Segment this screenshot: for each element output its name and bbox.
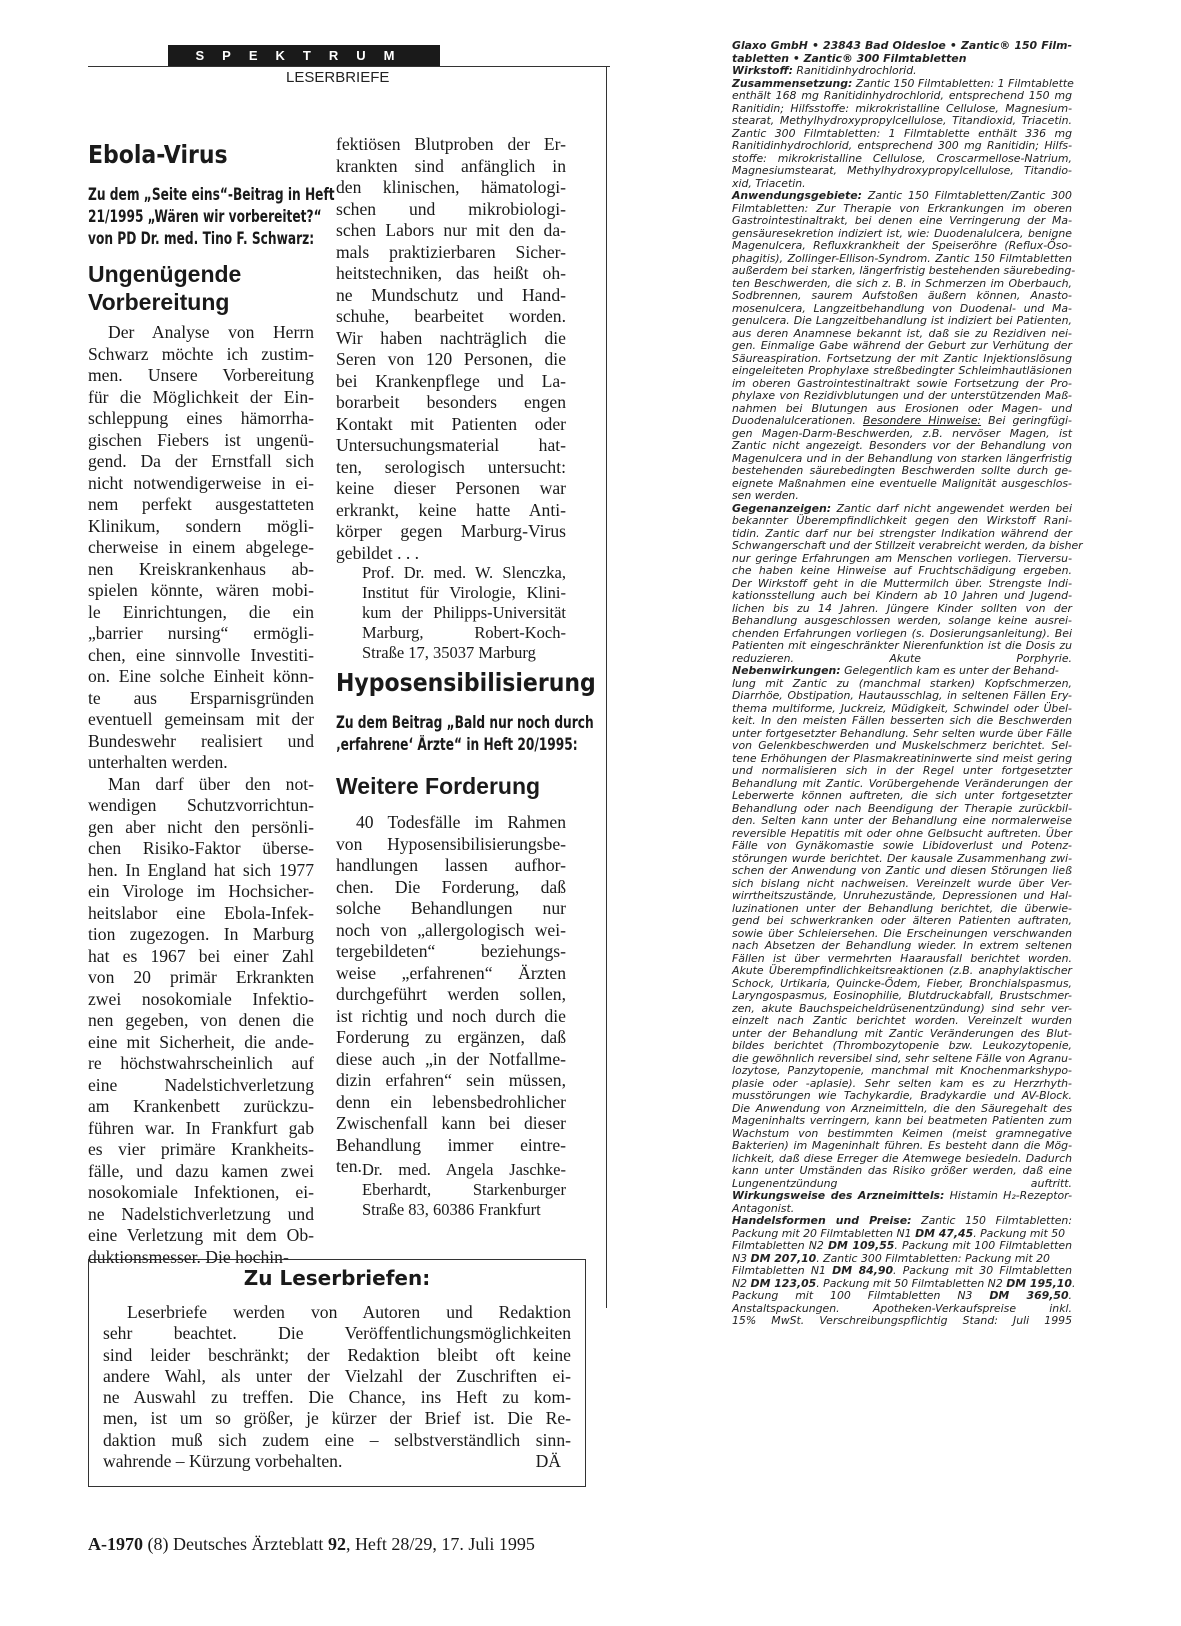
text-line: von 20 primär Erkrankten: [88, 967, 314, 987]
drug-info-line: Behandlung oder nach Beendigung der Therapie zurückbil-: [732, 801, 1072, 815]
drug-info-line: von Gelenkbeschwerden und Muskelschmerz berichtet. Sel-: [732, 739, 1072, 752]
drug-info-line: Anstaltspackungen. Apotheken-Verkaufspreise inkl.: [732, 1301, 1072, 1315]
drug-info-line: die gewöhnlich reversibel sind, sehr seltene Fälle von Agranu-: [732, 1051, 1072, 1065]
notice-line: sind leider beschränkt; der Redaktion bleibt oft keine: [103, 1344, 571, 1365]
footer-issue: , Heft 28/29, 17. Juli 1995: [345, 1534, 535, 1554]
notice-line: Leserbriefe werden von Autoren und Redaktion: [127, 1302, 571, 1322]
text-line: eine Verletzung mit dem Ob-: [88, 1225, 314, 1245]
text-line: wendigen Schutzvorrichtun-: [88, 795, 314, 815]
drug-info-line: Ranitidinhydrochlorid, entsprechend 300 mg Ranitidin; Hilfs-: [732, 139, 1072, 152]
drug-info-line: Packung mit 20 Filmtabletten N1 DM 47,45. Packung mit 50: [732, 1226, 1066, 1240]
intro-line: ‚erfahrene‘ Ärzte“ in Heft 20/1995:: [336, 735, 578, 754]
text-line: gebildet . . .: [336, 542, 420, 563]
drug-info-line: außerdem bei starken, längerfristig bestehenden säurebeding-: [732, 264, 1076, 277]
drug-info-line: reduzieren. Akute Porphyrie.: [732, 651, 1072, 665]
letter2-subtitle: Weitere Forderung: [336, 773, 541, 799]
drug-info-line: stearat, Methylhydroxypropylcellulose, Titandioxid, Triacetin.: [732, 114, 1072, 127]
text-line: führen war. In Frankfurt gab: [88, 1117, 314, 1138]
drug-info-line: lichen bis zu 14 Jahren. Jüngere Kinder sollten von der: [732, 601, 1072, 615]
text-line: te aus Ersparnisgründen: [88, 687, 314, 708]
letter2-signature: [362, 1160, 566, 1220]
drug-info-line: nahmen bei Blutungen aus Erosionen oder Magen- und: [732, 401, 1072, 415]
text-line: handlungen lassen aufhor-: [336, 855, 566, 875]
letter2-body: [336, 812, 566, 1178]
drug-info-line: Fällen ist über vermehrten Haarausfall berichtet worden.: [732, 951, 1072, 965]
drug-info-line: Antagonist.: [732, 1201, 795, 1215]
drug-info-line: sowie über Schleiersehen. Die Erscheinungen verschwanden: [732, 926, 1072, 940]
drug-info-line: mosenulcera, Langzeitbehandlung von Duodenal- und Ma-: [732, 301, 1072, 315]
text-line: nicht notwendigerweise in ei-: [88, 472, 314, 493]
drug-info-line: Wachstum von bestimmten Keimen (meist gramnegative: [732, 1126, 1072, 1140]
text-line: fälle, und dazu kamen zwei: [88, 1160, 314, 1181]
text-line: für die Möglichkeit der Ein-: [88, 386, 314, 407]
text-line: chen. Die Forderung, daß: [336, 876, 566, 897]
drug-info-line: aus deren Anamnese bekannt ist, daß sie zu Rezidiven nei-: [732, 326, 1072, 340]
notice-line: andere Wahl, als unter der Vielzahl der Zuschriften ei-: [103, 1365, 571, 1386]
section-header: SPEKTRUM: [168, 45, 440, 67]
drug-information-column: [732, 39, 1083, 1328]
drug-info-line: bestehenden säurebedingten Beschwerden sollte durch ge-: [732, 464, 1072, 477]
text-line: borarbeit besonders engen: [336, 392, 566, 412]
drug-info-line: Akute Überempfindlichkeitsreaktionen (z.B. anaphylaktischer: [732, 964, 1072, 977]
text-line: le Einrichtungen, die ein: [88, 601, 314, 622]
drug-info-line: xid, Triacetin.: [732, 176, 806, 190]
drug-info-line: Zantic nicht angezeigt. Besonders vor der Behandlung von: [732, 439, 1072, 452]
intro-line: Zu dem Beitrag „Bald nur noch durch: [336, 713, 594, 732]
drug-info-line: Sodbrennen, saurem Aufstoßen äußern können, Anasto-: [732, 289, 1072, 302]
drug-info-line: enthält 168 mg Ranitidinhydrochlorid, entsprechend 150 mg: [732, 89, 1072, 102]
text-line: heitstechniken, das heißt oh-: [336, 263, 566, 283]
text-line: Seren von 120 Personen, die: [336, 349, 566, 369]
text-line: weise „erfahrenen“ Ärzten: [336, 962, 566, 983]
text-line: duktionsmesser. Die hochin-: [88, 1246, 289, 1267]
drug-info-line: Wirkstoff: Ranitidinhydrochlorid.: [732, 64, 917, 77]
text-line: ne Mundschutz und Hand-: [336, 284, 566, 305]
drug-info-line: Lungenentzündung auftritt.: [732, 1176, 1072, 1190]
drug-info-line: lichkeit, daß diese Erreger die Atemwege besiedeln. Dadurch: [732, 1151, 1072, 1165]
text-line: nen gegeben, von denen die: [88, 1010, 314, 1030]
drug-info-line: Der Wirkstoff geht in die Muttermilch über. Strengste Indi-: [732, 576, 1072, 590]
text-line: Straße 83, 60386 Frankfurt: [362, 1200, 541, 1219]
drug-info-line: ten Beschwerden, die sich z. B. in Schmerzen im Oberbauch,: [732, 276, 1072, 290]
notice-line: men, ist um so größer, je kürzer der Brief ist. Die Re-: [103, 1408, 571, 1429]
letter2-intro: [336, 712, 684, 756]
text-line: ist richtig und noch durch die: [336, 1005, 566, 1026]
subtitle-line: Ungenügende: [88, 261, 242, 287]
drug-info-line: Magnesiumstearat, Methylhydroxypropylcellulose, Titandio-: [732, 164, 1072, 177]
drug-info-line: Behandlung mit Zantic. Vorübergehende Veränderungen der: [732, 776, 1072, 790]
drug-info-line: thema multiforme, Juckreiz, Müdigkeit, Schwindel oder Übel-: [732, 701, 1072, 715]
text-line: Untersuchungsmaterial hat-: [336, 435, 566, 455]
drug-info-line: Packung mit 100 Filmtabletten N3 DM 369,50.: [732, 1289, 1072, 1302]
text-line: „barrier nursing“ ermögli-: [88, 623, 314, 643]
drug-info-line: eignete Maßnahmen eine eventuelle Malignität ausgeschlos-: [732, 476, 1072, 490]
subtitle-line: Vorbereitung: [88, 289, 230, 315]
drug-info-line: Gastrointestinaltrakt, bei denen eine Verringerung der Ma-: [732, 214, 1072, 227]
text-line: re höchstwahrscheinlich auf: [88, 1053, 314, 1073]
drug-info-line: 15% MwSt. Verschreibungspflichtig Stand: Juli 1995: [732, 1314, 1072, 1327]
drug-info-line: Leberwerte können auftreten, die sich unter fortgesetzter: [732, 789, 1072, 802]
drug-info-line: Ranitidin; Hilfsstoffe: mikrokristalline Cellulose, Magnesium-: [732, 101, 1072, 115]
text-line: Man darf über den not-: [108, 773, 314, 794]
drug-info-line: Anwendungsgebiete: Zantic 150 Filmtabletten/Zantic 300: [732, 189, 1072, 202]
text-line: krankten sind anfänglich in: [336, 155, 566, 176]
drug-info-line: keit. In den meisten Fällen besserten sich die Beschwerden: [732, 714, 1072, 727]
drug-info-line: Magenulcera, Refluxkrankheit der Speiseröhre (Reflux-Öso-: [732, 239, 1072, 252]
text-line: unterhalten werden.: [88, 752, 228, 772]
text-line: Kontakt mit Patienten oder: [336, 413, 566, 434]
intro-line: von PD Dr. med. Tino F. Schwarz:: [88, 229, 315, 248]
drug-info-line: Mageninhalts verringern, kann bei beatmeten Patienten zum: [732, 1114, 1072, 1127]
notice-sign: DÄ: [535, 1451, 561, 1472]
drug-info-line: einzelt nach Zantic berichtet worden. Vereinzelt wurden: [732, 1014, 1072, 1027]
drug-info-line: wirrtheitszustände, Unruhezustände, Depressionen und Hal-: [732, 889, 1072, 902]
text-line: fektiösen Blutproben der Er-: [336, 134, 566, 154]
text-line: Wir haben nachträglich die: [336, 327, 566, 348]
text-line: heitslabor eine Ebola-Infek-: [88, 902, 314, 923]
drug-info-line: lung mit Zantic zu (manchmal starken) Kopfschmerzen,: [732, 676, 1072, 690]
drug-info-line: störungen wurde berichtet. Der kausale Zusammenhang zwi-: [732, 851, 1072, 865]
text-line: ten.: [336, 1156, 362, 1176]
drug-info-line: phagitis), Zollinger-Ellison-Syndrom. Zantic 150 Filmtabletten: [732, 251, 1072, 265]
drug-info-line: Filmtabletten: Zur Therapie von Erkrankungen im oberen: [732, 201, 1072, 215]
text-line: Dr. med. Angela Jaschke-: [362, 1160, 566, 1179]
drug-info-line: gen Magen-Darm-Beschwerden, z.B. nervöser Magen, ist: [732, 426, 1072, 440]
text-line: tion zugezogen. In Marburg: [88, 924, 314, 944]
text-line: eine Nadelstichverletzung: [88, 1074, 314, 1095]
text-line: keine dieser Personen war: [336, 478, 566, 498]
drug-info-line: Bakterien) im Mageninhalt führen. Es besteht dann die Mög-: [732, 1139, 1072, 1152]
text-line: dizin erfahren“ sein müssen,: [336, 1070, 566, 1090]
text-line: on. Eine solche Einheit könn-: [88, 666, 314, 686]
drug-info-line: und normalisieren sich in der Regel unter fortgesetzter: [732, 764, 1072, 777]
text-line: Zwischenfall kann bei dieser: [336, 1113, 566, 1133]
drug-info-line: Duodenalulcerationen. Besondere Hinweise: Bei geringfügi-: [732, 414, 1072, 427]
text-line: bei Krankenpflege und La-: [336, 370, 566, 391]
drug-info-line: chenden Erfahrungen vorliegen (s. Dosierungsanleitung). Bei: [732, 626, 1072, 640]
drug-info-line: unter der Behandlung mit Zantic Veränderungen des Blut-: [732, 1026, 1072, 1040]
drug-info-line: N2 DM 123,05. Packung mit 50 Filmtabletten N2 DM 195,10.: [732, 1276, 1076, 1290]
drug-info-line: sen werden.: [732, 489, 799, 502]
drug-info-line: kationsstellung auch bei Kindern ab 10 Jahren und Jugend-: [732, 589, 1072, 602]
text-line: Institut für Virologie, Klini-: [362, 583, 566, 602]
drug-info-line: nach Absetzen der Behandlung wieder. In extrem seltenen: [732, 939, 1072, 952]
text-line: hen. In England hat sich 1977: [88, 859, 314, 880]
text-line: Klinikum, sondern mögli-: [88, 515, 314, 536]
text-line: noch von „allergologisch wei-: [336, 919, 566, 940]
notice-line: ne Auswahl zu treffen. Die Chance, ins Heft zu kom-: [103, 1387, 571, 1408]
text-line: nosokomiale Infektionen, ei-: [88, 1182, 314, 1202]
letter1-title: Ebola-Virus: [88, 140, 228, 169]
drug-info-line: Schock, Urtikaria, Quincke-Ödem, Fieber, Bronchialspasmus,: [732, 976, 1072, 990]
text-line: es vier primäre Krankheits-: [88, 1139, 314, 1159]
letter1-column-1: [88, 322, 314, 1268]
text-line: chen, eine sinnvolle Investiti-: [88, 644, 314, 665]
text-line: kum der Philipps-Universität: [362, 603, 566, 622]
drug-info-line: reversible Hepatitis mit oder ohne Gelbsucht auftreten. Über: [732, 826, 1072, 840]
text-line: tergebildeten“ beziehungs-: [336, 941, 566, 961]
drug-info-line: Nebenwirkungen: Gelegentlich kam es unter der Behand-: [732, 664, 1059, 677]
text-line: den klinischen, hämatologi-: [336, 177, 566, 197]
drug-info-line: Gegenanzeigen: Zantic darf nicht angewendet werden bei: [732, 501, 1072, 515]
text-line: eventuell gemeinsam mit der: [88, 709, 314, 729]
text-line: diese auch „in der Notfallme-: [336, 1048, 566, 1069]
letter2-title: Hyposensibilisierung: [336, 668, 596, 697]
drug-info-line: kann unter Umständen das Risiko größer werden, daß eine: [732, 1164, 1072, 1177]
text-line: Marburg, Robert-Koch-: [362, 623, 566, 642]
drug-info-line: che haben keine Hinweise auf Fruchtschädigung ergeben.: [732, 564, 1072, 577]
text-line: Eberhardt, Starkenburger: [362, 1180, 566, 1199]
top-rule: [88, 66, 610, 67]
text-line: denn ein lebensbedrohlicher: [336, 1091, 566, 1112]
drug-info-line: zen, akute Bauchspeicheldrüsenentzündung) sind sehr ver-: [732, 1001, 1072, 1015]
drug-info-line: Schwangerschaft und der Stillzeit verabreicht werden, da bisher: [732, 539, 1083, 552]
drug-info-line: gend bei schwerkranken oder älteren Patienten auftraten,: [732, 914, 1072, 927]
text-line: Straße 17, 35037 Marburg: [362, 643, 536, 662]
notice-line: daktion muß sich zudem eine – selbstverständlich sinn-: [103, 1429, 571, 1450]
notice-box: [88, 1259, 586, 1487]
drug-info-line: stoffe: mikrokristalline Cellulose, Croscarmellose-Natrium,: [732, 151, 1072, 165]
drug-info-line: tene Erhöhungen der Plasmakreatininwerte sind meist gering: [732, 751, 1072, 765]
drug-info-line: Diarrhöe, Obstipation, Hautausschlag, in seltenen Fällen Ery-: [732, 689, 1072, 702]
drug-info-line: Magenulcera und in der Behandlung von starken längerfristig: [732, 451, 1072, 465]
drug-info-line: Patienten mit eingeschränkter Nierenfunktion ist die Dosis zu: [732, 639, 1072, 652]
text-line: ten, serologisch untersucht:: [336, 456, 566, 477]
text-line: schuhe, bearbeitet worden.: [336, 306, 566, 326]
text-line: schen Labors nur mit den da-: [336, 220, 566, 240]
text-line: Bundeswehr realisiert und: [88, 730, 314, 751]
text-line: nem perfekt ausgestatteten: [88, 494, 314, 514]
drug-info-line: Laryngospasmus, Eosinophilie, Blutdruckabfall, Brustschmer-: [732, 989, 1072, 1002]
text-line: erkrankt, keine hatte Anti-: [336, 499, 566, 520]
text-line: am Krankenbett zurückzu-: [88, 1096, 314, 1116]
drug-info-line: nur geringe Erfahrungen am Menschen vorliegen. Tierversu-: [732, 551, 1072, 565]
text-line: gischen Fiebers ist ungenü-: [88, 429, 314, 450]
drug-info-line: Glaxo GmbH • 23843 Bad Oldesloe • Zantic® 150 Film-: [732, 39, 1072, 52]
letter1-column-2: [336, 134, 566, 564]
text-line: cherweise in einem abgelege-: [88, 537, 314, 557]
notice-line: sehr beachtet. Die Veröffentlichungsmöglichkeiten: [103, 1323, 571, 1344]
drug-info-line: den. Selten kann unter der Behandlung eine normalerweise: [732, 814, 1072, 827]
text-line: ein Virologe im Hochsicher-: [88, 881, 314, 901]
drug-info-line: Die Anwendung von Arzneimitteln, die den Säuregehalt des: [732, 1101, 1072, 1115]
text-line: Prof. Dr. med. W. Slenczka,: [362, 563, 566, 582]
intro-line: 21/1995 „Wären wir vorbereitet?“: [88, 207, 322, 226]
text-line: von Hyposensibilisierungsbe-: [336, 833, 566, 854]
drug-info-line: Zantic 300 Filmtabletten: 1 Filmtablette enthält 336 mg: [732, 126, 1072, 140]
text-line: eine mit Sicherheit, die ande-: [88, 1031, 314, 1052]
text-line: Der Analyse von Herrn: [108, 322, 314, 342]
drug-info-line: bekannter Überempfindlichkeit gegen den Wirkstoff Rani-: [732, 514, 1072, 527]
drug-info-line: N3 DM 207,10. Zantic 300 Filmtabletten: Packung mit 20: [732, 1251, 1050, 1265]
text-line: zwei nosokomiale Infektio-: [88, 988, 314, 1009]
drug-info-line: gensäuresekretion indiziert ist, wie: Duodenalulcera, benigne: [732, 226, 1072, 240]
text-line: ne Nadelstichverletzung und: [88, 1203, 314, 1224]
drug-info-line: Filmtabletten N2 DM 109,55. Packung mit 100 Filmtabletten: [732, 1239, 1073, 1252]
drug-info-line: phylaxe von Rezidivblutungen und der unterstützenden Maß-: [732, 389, 1072, 402]
drug-info-line: tidin. Zantic darf nur bei strengster Indikation während der: [732, 526, 1072, 540]
footer-volume: 92: [327, 1534, 346, 1554]
text-line: Behandlung immer eintre-: [336, 1134, 566, 1155]
drug-info-line: lozytose, Panzytopenie, manchmal mit Knochenmarkshypo-: [732, 1064, 1072, 1077]
page-number: A-1970: [88, 1534, 143, 1554]
drug-info-line: Filmtabletten N1 DM 84,90. Packung mit 30 Filmtabletten: [732, 1264, 1072, 1277]
drug-info-line: schen der Anwendung von Zantic und diesen Störungen ließ: [732, 864, 1072, 877]
section-subheader: LESERBRIEFE: [286, 69, 390, 86]
drug-info-line: im oberen Gastrointestinaltrakt sowie Fortsetzung der Pro-: [732, 376, 1072, 390]
text-line: Forderung zu ergänzen, daß: [336, 1027, 566, 1047]
text-line: nen Kreiskrankenhaus ab-: [88, 558, 314, 579]
drug-info-line: Behandlung ausgeschlossen werden, solange keine ausrei-: [732, 614, 1072, 627]
text-line: schen und mikrobiologi-: [336, 198, 566, 219]
drug-info-line: gen. Einmalige Gabe während der Geburt zur Verhütung der: [732, 339, 1072, 352]
drug-info-line: unter fortgesetzter Behandlung. Sehr selten wurde über Fälle: [732, 726, 1072, 740]
text-line: durchgeführt werden sollen,: [336, 984, 566, 1004]
drug-info-line: Zusammensetzung: Zantic 150 Filmtabletten: 1 Filmtablette: [732, 76, 1074, 90]
text-line: gend. Da der Ernstfall sich: [88, 451, 314, 471]
intro-line: Zu dem „Seite eins“-Beitrag in Heft: [88, 185, 335, 204]
drug-info-line: eingeleiteten Prophylaxe streßbedingter Schleimhautläsionen: [732, 364, 1072, 377]
letter1-subtitle: [88, 260, 241, 316]
text-line: Schwarz möchte ich zustim-: [88, 343, 314, 364]
drug-info-line: Wirkungsweise des Arzneimittels: Histamin H₂-Rezeptor-: [732, 1189, 1072, 1202]
drug-info-line: musstörungen wie Tachykardie, Bradykardie und AV-Block.: [732, 1089, 1072, 1102]
drug-info-line: Handelsformen und Preise: Zantic 150 Filmtabletten:: [732, 1214, 1072, 1227]
text-line: chen Risiko-Faktor überse-: [88, 838, 314, 858]
text-line: gen aber nicht den persönli-: [88, 816, 314, 837]
drug-info-line: Säureaspiration. Fortsetzung der mit Zantic Injektionslösung: [732, 351, 1072, 365]
text-line: mals praktizierbaren Sicher-: [336, 241, 566, 262]
letter1-signature: [362, 563, 566, 663]
drug-info-line: sich bislang nicht nachweisen. Vereinzelt wurde über Ver-: [732, 876, 1072, 890]
notice-text: [103, 1302, 571, 1472]
page-footer: [88, 1534, 535, 1555]
text-line: körper gegen Marburg-Virus: [336, 521, 566, 541]
text-line: spielen könnte, wären mobi-: [88, 580, 314, 600]
drug-info-line: plasie oder -aplasie). Sehr selten kam es zu Herzrhyth-: [732, 1076, 1072, 1090]
text-line: 40 Todesfälle im Rahmen: [356, 812, 566, 832]
text-line: men. Unsere Vorbereitung: [88, 365, 314, 385]
drug-info-line: genulcera. Die Langzeitbehandlung ist indiziert bei Patienten,: [732, 314, 1072, 327]
footer-journal: (8) Deutsches Ärzteblatt: [147, 1534, 324, 1554]
text-line: hat es 1967 bei einer Zahl: [88, 945, 314, 966]
notice-title: Zu Leserbriefen:: [243, 1266, 431, 1290]
text-line: solche Behandlungen nur: [336, 898, 566, 918]
drug-info-line: luzinationen unter der Behandlung berichtet, die überwie-: [732, 901, 1072, 915]
drug-info-line: Fälle von Gynäkomastie sowie Libidoverlust und Potenz-: [732, 839, 1072, 852]
drug-info-line: tabletten • Zantic® 300 Filmtabletten: [732, 51, 967, 65]
text-line: schleppung eines hämorrha-: [88, 408, 314, 428]
notice-line: wahrende – Kürzung vorbehalten.: [103, 1451, 343, 1472]
drug-info-line: bildes berichtet (Thrombozytopenie bzw. Leukozytopenie,: [732, 1039, 1072, 1052]
column-rule: [606, 66, 607, 1308]
